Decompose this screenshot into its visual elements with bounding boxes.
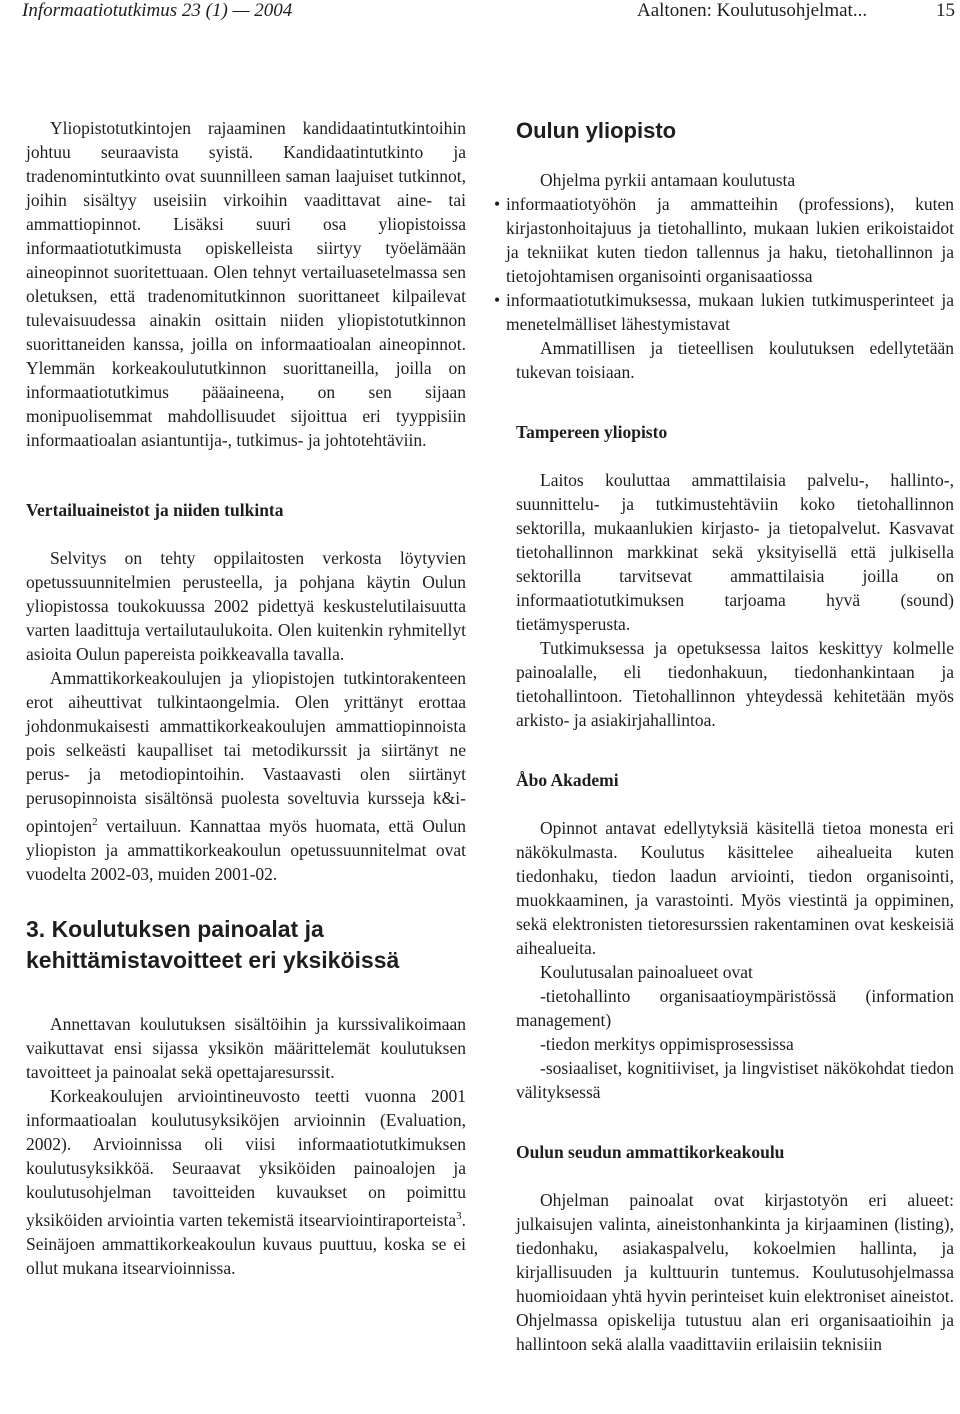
running-header bbox=[0, 0, 960, 30]
list-item: -tietohallinto organisaatioympäristössä (information management) bbox=[516, 986, 954, 1030]
paragraph: Annettavan koulutuksen sisältöihin ja kurssivalikoimaan vaikuttavat ensi sijassa yksikön määrittelemät koulutuksen tavoitteet ja painoalat sekä opettajaresurssit. bbox=[26, 1013, 466, 1082]
journal-title: Informaatiotutkimus 23 (1) — 2004 bbox=[22, 0, 293, 21]
paragraph: Ohjelman painoalat ovat kirjastotyön eri alueet: julkaisujen valinta, aineistonhankinta ja kirjaaminen (listing), tiedonhaku, asiakaspalvelu, kokoelmien hallinta, ja kirjallisuuden ja kulttuurin tuntemus. Koulutusohjelmassa huomioidaan yhtä hyvin perinteiset kuin elektroniset aineistot. Ohjelmassa opiskelija tutustuu alan eri organisaatioihin ja hallintoon sekä alalla vaadittaviin erilaisiin teknisiin bbox=[516, 1190, 954, 1354]
subheading-abo: Åbo Akademi bbox=[516, 770, 619, 790]
list-item: -tiedon merkitys oppimisprosessissa bbox=[540, 1034, 794, 1054]
paragraph: Opinnot antavat edellytyksiä käsitellä tietoa monesta eri näkökulmasta. Koulutus käsittelee aihealueita kuten tiedonhaku, tiedon laadun arviointi, tiedon organisointi, muokkaaminen, ja varastointi. Myös viestintä ja oppiminen, sekä elektronisten tietoresurssien rakentaminen ovat keskeisiä aihealueita. bbox=[516, 818, 954, 958]
bullet-icon: • bbox=[494, 194, 501, 214]
paragraph: Korkeakoulujen arviointineuvosto teetti vuonna 2001 informaatioalan koulutusyksiköjen arvioinnin (Evaluation, 2002). Arvioinnissa oli viisi informaatiotutkimuksen koulutusyksikköä. Seuraavat yksiköiden painoalojen ja koulutusohjelman tavoitteiden kuvaukset on poimittu yksiköiden arviointia varten tekemistä itsearviointiraporteista$^3$. Seinäjoen ammattikorkeakoulun kuvaus puuttuu, koska se ei ollut mukana itsearvioinnissa. bbox=[26, 1085, 466, 1278]
section-title: Oulun yliopisto bbox=[516, 118, 677, 143]
paragraph: Yliopistotutkintojen rajaaminen kandidaatintutkintoihin johtuu seuraavista syistä. Kandidaatintutkinto ja tradenomintutkinto ovat suunnilleen saman laajuiset tutkinnot, joihin sisältyy useisiin virkoihin vaadittavat aine- tai ammattiopinnot. Lisäksi suuri osa yliopistoissa informaatiotutkimusta opiskelleista siirtyy työelämään aineopinnot suoritettuaan. Olen tehnyt vertailuasetelmassa sen oletuksen, että tradenomitutkinnon suorittaneet kilpailevat tulevaisuudessa ainakin osittain niiden yliopistotutkinnon suorittaneiden kanssa, joilla on informaatioalan aineopinnot. Ylemmän korkeakoulututkinnon suorittaneilla, joilla on informaatiotutkimus pääaineena, on sen sijaan monipuolisemmat mahdollisuudet sijoittua eri tyyppisiin informaatioalan asiantuntija-, tutkimus- ja johtotehtäviin. bbox=[26, 118, 466, 450]
paragraph: Selvitys on tehty oppilaitosten verkosta löytyvien opetussuunnitelmien perusteella, ja pohjana käytin Oulun yliopistossa toukokuussa 2002 pidettyä keskustelutilaisuutta varten laadittuja vertailutaulukoita. Olen kuitenkin ryhmitellyt asioita Oulun papereista poikkeavalla tavalla. bbox=[26, 548, 466, 664]
subheading-oamk: Oulun seudun ammattikorkeakoulu bbox=[516, 1142, 785, 1162]
paragraph: Ohjelma pyrkii antamaan koulutusta bbox=[540, 170, 796, 190]
paragraph: Ammattikorkeakoulujen ja yliopistojen tutkintorakenteen erot aiheuttivat tulkintaongelmia. Olen yrittänyt erottaa johdonmukaisesti ammattikorkeakoulujen ammattiopinnoista pois selkeästi kaupalliset tai metodikurssit ja siirtänyt ne perus- ja metodiopintoihin. Vastaavasti olen siirtänyt perusopinnoista sisältönsä puolesta soveltuvia kursseja k&i-opintojen$^2$ vertailuun. Kannattaa myös huomata, että Oulun yliopiston ja ammattikorkeakoulun opetussuunnitelmat ovat vuodelta 2002-03, muiden 2001-02. bbox=[26, 668, 466, 884]
subheading: Vertailuaineistot ja niiden tulkinta bbox=[26, 500, 284, 520]
subheading-tampere: Tampereen yliopisto bbox=[516, 422, 668, 442]
list-item: • informaatiotutkimuksessa, mukaan lukien tutkimusperinteet ja menetelmälliset lähestymistavat bbox=[494, 290, 954, 334]
page-number: 15 bbox=[936, 0, 955, 21]
section-heading: 3. Koulutuksen painoalat ja kehittämistavoitteet eri yksiköissä bbox=[26, 915, 400, 973]
paragraph: Laitos kouluttaa ammattilaisia palvelu-, hallinto-, suunnittelu- ja tutkimustehtäviin koko tietohallinnon sektorilla, mukaanlukien kirjasto- ja tietopalvelut. Kasvavat tietohallinnon markkinat sekä yksityisellä että julkisella sektorilla tarvitsevat ammattilaisia joilla on informaatiotutkimuksen tarjoama hyvä (sound) tietämysperusta. bbox=[516, 470, 954, 634]
paragraph: Ammatillisen ja tieteellisen koulutuksen edellytetään tukevan toisiaan. bbox=[516, 338, 954, 382]
footnote-ref: 2 bbox=[92, 816, 98, 828]
paragraph: Koulutusalan painoalueet ovat bbox=[540, 962, 753, 982]
bullet-icon: • bbox=[494, 290, 501, 310]
right-column bbox=[494, 116, 954, 1356]
footnote-ref: 3 bbox=[456, 1209, 462, 1222]
list-item: -sosiaaliset, kognitiiviset, ja lingvistiset näkökohdat tiedon välityksessä bbox=[516, 1058, 954, 1102]
paragraph: Tutkimuksessa ja opetuksessa laitos keskittyy kolmelle painoalalle, eli tiedonhakuun, tiedonhankintaan ja tietohallintoon. Tietohallinnon yhteydessä kehitetään myös arkisto- ja asiakirjahallintoa. bbox=[516, 638, 954, 730]
left-column bbox=[26, 116, 466, 1280]
running-title: Aaltonen: Koulutusohjelmat... bbox=[637, 0, 868, 21]
list-item: • informaatiotyöhön ja ammatteihin (professions), kuten kirjastonhoitajuus ja tietohallinto, mukaan lukien erikoistaidot ja tekniikat kuten tiedon tallennus ja haku, tietohallinnon ja tietojohtamisen organisointi organisaatiossa bbox=[494, 194, 954, 286]
